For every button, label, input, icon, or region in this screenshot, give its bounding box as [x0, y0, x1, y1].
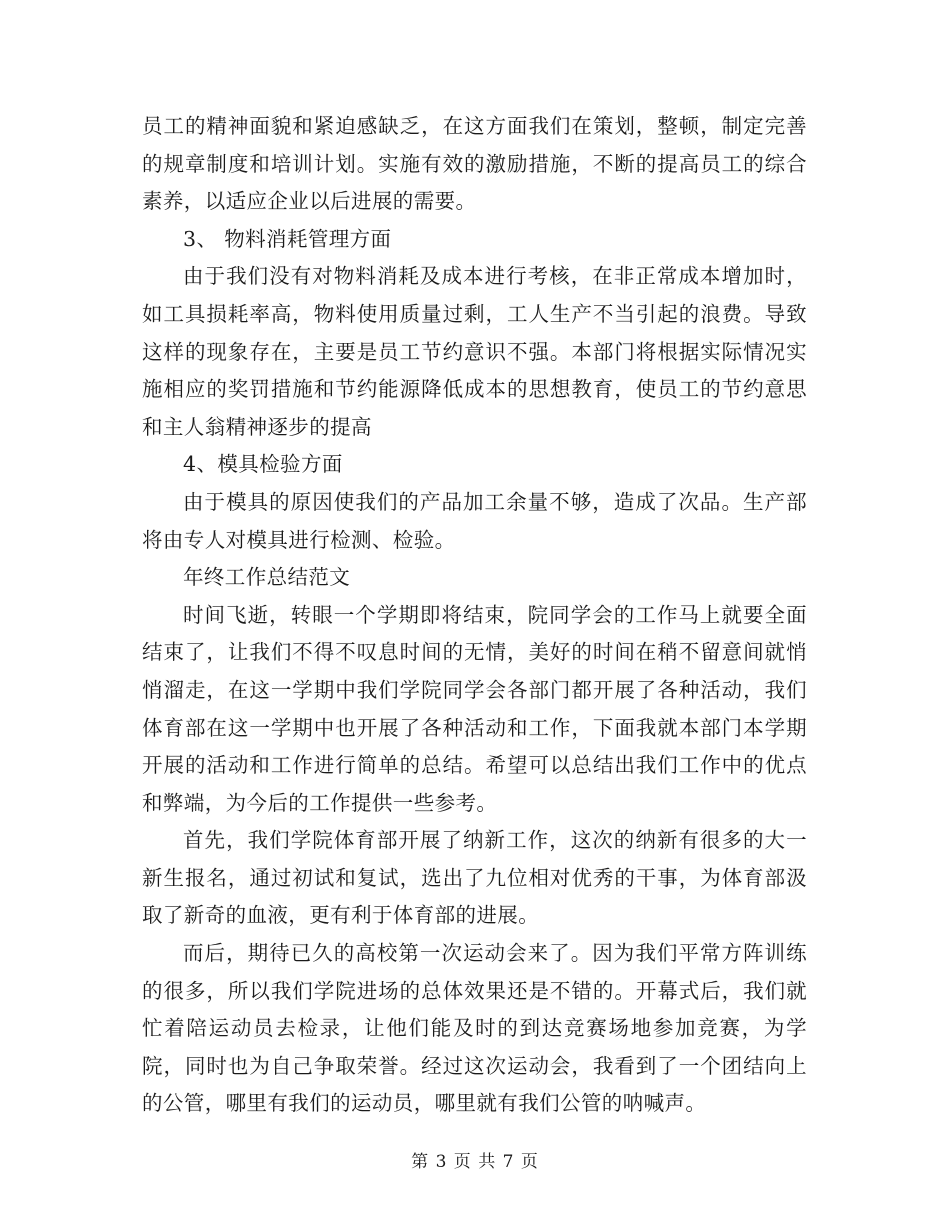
heading-mold-inspection: 4、模具检验方面: [183, 452, 343, 477]
heading-material-consumption: 3、 物料消耗管理方面: [183, 226, 392, 251]
paragraph-material-consumption: 由于我们没有对物料消耗及成本进行考核，在非正常成本增加时，如工具损耗率高，物料使用质量过剩，工人生产不当引起的浪费。导致这样的现象存在，主要是员工节约意识不强。本部门将根据实际情况实施相应的奖罚措施和节约能源降低成本的思想教育，使员工的节约意思和主人翁精神逐步的提高: [142, 264, 807, 439]
paragraph-mold-inspection: 由于模具的原因使我们的产品加工余量不够，造成了次品。生产部将由专人对模具进行检测、检验。: [142, 489, 807, 552]
paragraph-semester-intro: 时间飞逝，转眼一个学期即将结束，院同学会的工作马上就要全面结束了，让我们不得不叹息时间的无情，美好的时间在稍不留意间就悄悄溜走，在这一学期中我们学院同学会各部门都开展了各种活动，我们体育部在这一学期中也开展了各种活动和工作，下面我就本部门本学期开展的活动和工作进行简单的总结。希望可以总结出我们工作中的优点和弊端，为今后的工作提供一些参考。: [142, 602, 807, 815]
heading-year-end-summary: 年终工作总结范文: [183, 565, 351, 590]
paragraph-staff-morale: 员工的精神面貌和紧迫感缺乏，在这方面我们在策划，整顿，制定完善的规章制度和培训计划。实施有效的激励措施，不断的提高员工的综合素养，以适应企业以后进展的需要。: [142, 114, 807, 214]
paragraph-recruitment: 首先，我们学院体育部开展了纳新工作，这次的纳新有很多的大一新生报名，通过初试和复试，选出了九位相对优秀的干事，为体育部汲取了新奇的血液，更有利于体育部的进展。: [142, 828, 807, 928]
paragraph-sports-meet: 而后，期待已久的高校第一次运动会来了。因为我们平常方阵训练的很多，所以我们学院进场的总体效果还是不错的。开幕式后，我们就忙着陪运动员去检录，让他们能及时的到达竞赛场地参加竞赛，为学院，同时也为自己争取荣誉。经过这次运动会，我看到了一个团结向上的公管，哪里有我们的运动员，哪里就有我们公管的呐喊声。: [142, 941, 807, 1116]
page-footer: [0, 1150, 950, 1174]
page-number: 第 3 页 共 7 页: [411, 1152, 539, 1172]
document-body: [142, 108, 807, 1123]
